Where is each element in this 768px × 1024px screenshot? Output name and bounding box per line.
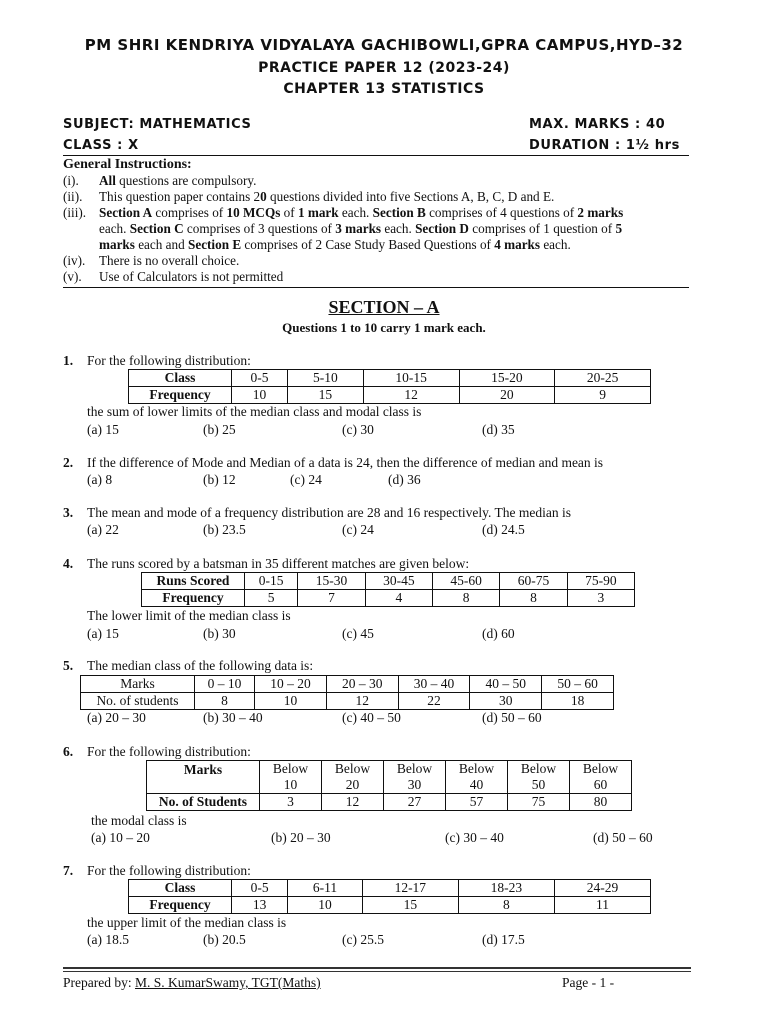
table-cell: 0-15 [245,573,298,590]
question-line: The lower limit of the median class is [87,608,291,623]
table-row [142,590,635,607]
table-cell: Frequency [129,387,232,404]
option-d: (d) 24.5 [482,522,525,537]
table-cell: Below [508,761,570,778]
table-cell: 10 – 20 [255,676,327,693]
table-cell: 75-90 [567,573,634,590]
table-cell: 12 [363,387,459,404]
instruction-number: (i). [63,173,79,188]
option-a: (a) 22 [87,522,119,537]
instructions-title: General Instructions: [63,157,192,172]
prepared-label: Prepared by: [63,975,135,990]
instruction-item [63,221,703,237]
table-cell: 15-30 [298,573,365,590]
table-cell: 30 – 40 [398,676,470,693]
option-b: (b) 30 – 40 [203,710,263,725]
table-cell: Marks [147,761,260,794]
option-c: (c) 25.5 [342,932,384,947]
instructions-list [63,173,703,285]
table-cell: 18-23 [458,880,554,897]
table-cell: 12 [322,794,384,811]
question-text: The median class of the following data is: [87,658,314,673]
instruction-item [63,253,703,269]
table-cell: 9 [555,387,651,404]
option-d: (d) 36 [388,472,421,487]
option-b: (b) 25 [203,422,236,437]
option-a: (a) 10 – 20 [91,830,150,845]
question-number: 1. [63,353,74,368]
table-cell: Runs Scored [142,573,245,590]
option-a: (a) 18.5 [87,932,129,947]
question-text: If the difference of Mode and Median of a data is 24, then the difference of median and mean is [87,455,604,470]
header-rule [63,155,689,156]
table-cell: 45-60 [433,573,500,590]
q1-table [128,369,651,404]
instruction-text: marks each and Section E comprises of 2 Case Study Based Questions of 4 marks each. [99,237,571,252]
option-d: (d) 35 [482,422,515,437]
q5-table [80,675,614,710]
option-d: (d) 17.5 [482,932,525,947]
table-cell: 5 [245,590,298,607]
school-title: PM SHRI KENDRIYA VIDYALAYA GACHIBOWLI,GPRA CAMPUS,HYD–32 [84,36,684,54]
table-cell: 50 [508,777,570,794]
instruction-number: (iv). [63,253,86,268]
q7-table [128,879,651,914]
instruction-text: each. Section C comprises of 3 questions of 3 marks each. Section D comprises of 1 question of 5 [99,221,623,236]
table-row [142,573,635,590]
table-cell: 80 [570,794,632,811]
table-cell: 0-5 [232,880,288,897]
table-cell: 8 [458,897,554,914]
option-b: (b) 30 [203,626,236,641]
table-row [147,761,632,778]
table-cell: 15 [362,897,458,914]
option-a: (a) 15 [87,626,119,641]
q4-table [141,572,635,607]
table-row [129,387,651,404]
table-cell: Frequency [142,590,245,607]
table-cell: 10 [260,777,322,794]
option-c: (c) 24 [290,472,322,487]
option-d: (d) 60 [482,626,515,641]
question-line: the modal class is [91,813,187,828]
chapter-title: CHAPTER 13 STATISTICS [283,81,485,97]
instruction-item [63,173,703,189]
question-line: the sum of lower limits of the median class and modal class is [87,404,422,419]
table-cell: 40 – 50 [470,676,542,693]
table-cell: 30-45 [365,573,432,590]
instruction-text: There is no overall choice. [99,253,240,268]
option-c: (c) 30 [342,422,374,437]
table-cell: 6-11 [288,880,363,897]
table-row [147,794,632,811]
table-row [81,676,614,693]
table-cell: 60-75 [500,573,567,590]
table-cell: 11 [554,897,650,914]
subject-label: SUBJECT: MATHEMATICS [63,117,252,132]
option-b: (b) 20.5 [203,932,246,947]
table-cell: Below [384,761,446,778]
question-number: 4. [63,556,74,571]
table-cell: 8 [500,590,567,607]
table-cell: 12-17 [362,880,458,897]
table-cell: Below [570,761,632,778]
instruction-item [63,205,703,221]
table-cell: 0-5 [232,370,288,387]
question-text: The runs scored by a batsman in 35 different matches are given below: [87,556,470,571]
table-cell: 10-15 [363,370,459,387]
option-a: (a) 20 – 30 [87,710,146,725]
instruction-text: This question paper contains 20 questions divided into five Sections A, B, C, D and E. [99,189,555,204]
question-number: 3. [63,505,74,520]
table-cell: 12 [326,693,398,710]
max-marks-label: MAX. MARKS : 40 [529,117,666,132]
table-cell: 24-29 [554,880,650,897]
table-cell: 15-20 [459,370,555,387]
table-cell: 5-10 [287,370,363,387]
option-c: (c) 24 [342,522,374,537]
instruction-item [63,237,703,253]
table-cell: 15 [287,387,363,404]
option-c: (c) 30 – 40 [445,830,504,845]
table-cell: 4 [365,590,432,607]
table-cell: 20-25 [555,370,651,387]
table-cell: 20 – 30 [326,676,398,693]
table-cell: 0 – 10 [195,676,255,693]
paper-title: PRACTICE PAPER 12 (2023-24) [258,60,510,76]
option-b: (b) 23.5 [203,522,246,537]
option-b: (b) 20 – 30 [271,830,331,845]
table-cell: Below [260,761,322,778]
table-cell: 13 [232,897,288,914]
table-cell: 18 [542,693,614,710]
section-title: SECTION – A [328,297,440,317]
instruction-text: All questions are compulsory. [99,173,257,188]
table-cell: Frequency [129,897,232,914]
instruction-text: Use of Calculators is not permitted [99,269,284,284]
section-subtitle: Questions 1 to 10 carry 1 mark each. [282,320,486,335]
general-instructions [63,157,703,285]
option-a: (a) 15 [87,422,119,437]
question-number: 7. [63,863,74,878]
option-c: (c) 45 [342,626,374,641]
question-number: 6. [63,744,74,759]
question-number: 5. [63,658,74,673]
table-cell: 27 [384,794,446,811]
instruction-number: (ii). [63,189,83,204]
question-text: For the following distribution: [87,744,251,759]
table-cell: Below [322,761,384,778]
instruction-number: (v). [63,269,82,284]
table-cell: Class [129,880,232,897]
table-row [81,693,614,710]
table-cell: 10 [255,693,327,710]
instruction-item [63,269,703,285]
footer-rule [63,967,691,969]
question-text: For the following distribution: [87,353,251,368]
question-text: The mean and mode of a frequency distribution are 28 and 16 respectively. The median is [87,505,571,520]
option-a: (a) 8 [87,472,113,487]
table-cell: 40 [446,777,508,794]
table-cell: No. of Students [147,794,260,811]
table-cell: 20 [459,387,555,404]
question-line: the upper limit of the median class is [87,915,287,930]
table-cell: Below [446,761,508,778]
option-b: (b) 12 [203,472,236,487]
option-c: (c) 40 – 50 [342,710,401,725]
table-cell: 7 [298,590,365,607]
page-number: Page - 1 - [562,975,615,990]
table-row [129,897,651,914]
table-cell: No. of students [81,693,195,710]
table-cell: 22 [398,693,470,710]
table-cell: 75 [508,794,570,811]
instructions-rule [63,287,689,288]
table-cell: 60 [570,777,632,794]
footer-rule-thin [63,971,691,972]
table-cell: 8 [433,590,500,607]
table-cell: 57 [446,794,508,811]
instruction-number: (iii). [63,205,87,220]
table-row [129,370,651,387]
duration-label: DURATION : 1½ hrs [529,138,680,153]
table-cell: 10 [288,897,363,914]
table-cell: 8 [195,693,255,710]
class-label: CLASS : X [63,138,139,153]
table-cell: 20 [322,777,384,794]
q6-table [146,760,632,811]
option-d: (d) 50 – 60 [482,710,542,725]
table-cell: 3 [567,590,634,607]
question-number: 2. [63,455,74,470]
instruction-text: Section A comprises of 10 MCQs of 1 mark each. Section B comprises of 4 questions of 2 marks [99,205,624,220]
footer-prepared-by [63,975,321,991]
table-row [129,880,651,897]
table-cell: 50 – 60 [542,676,614,693]
table-cell: 30 [470,693,542,710]
table-cell: 10 [232,387,288,404]
question-text: For the following distribution: [87,863,251,878]
author-name: M. S. KumarSwamy, TGT(Maths) [134,975,321,990]
table-cell: 30 [384,777,446,794]
table-cell: 3 [260,794,322,811]
option-d: (d) 50 – 60 [593,830,653,845]
table-cell: Class [129,370,232,387]
instruction-item [63,189,703,205]
table-cell: Marks [81,676,195,693]
